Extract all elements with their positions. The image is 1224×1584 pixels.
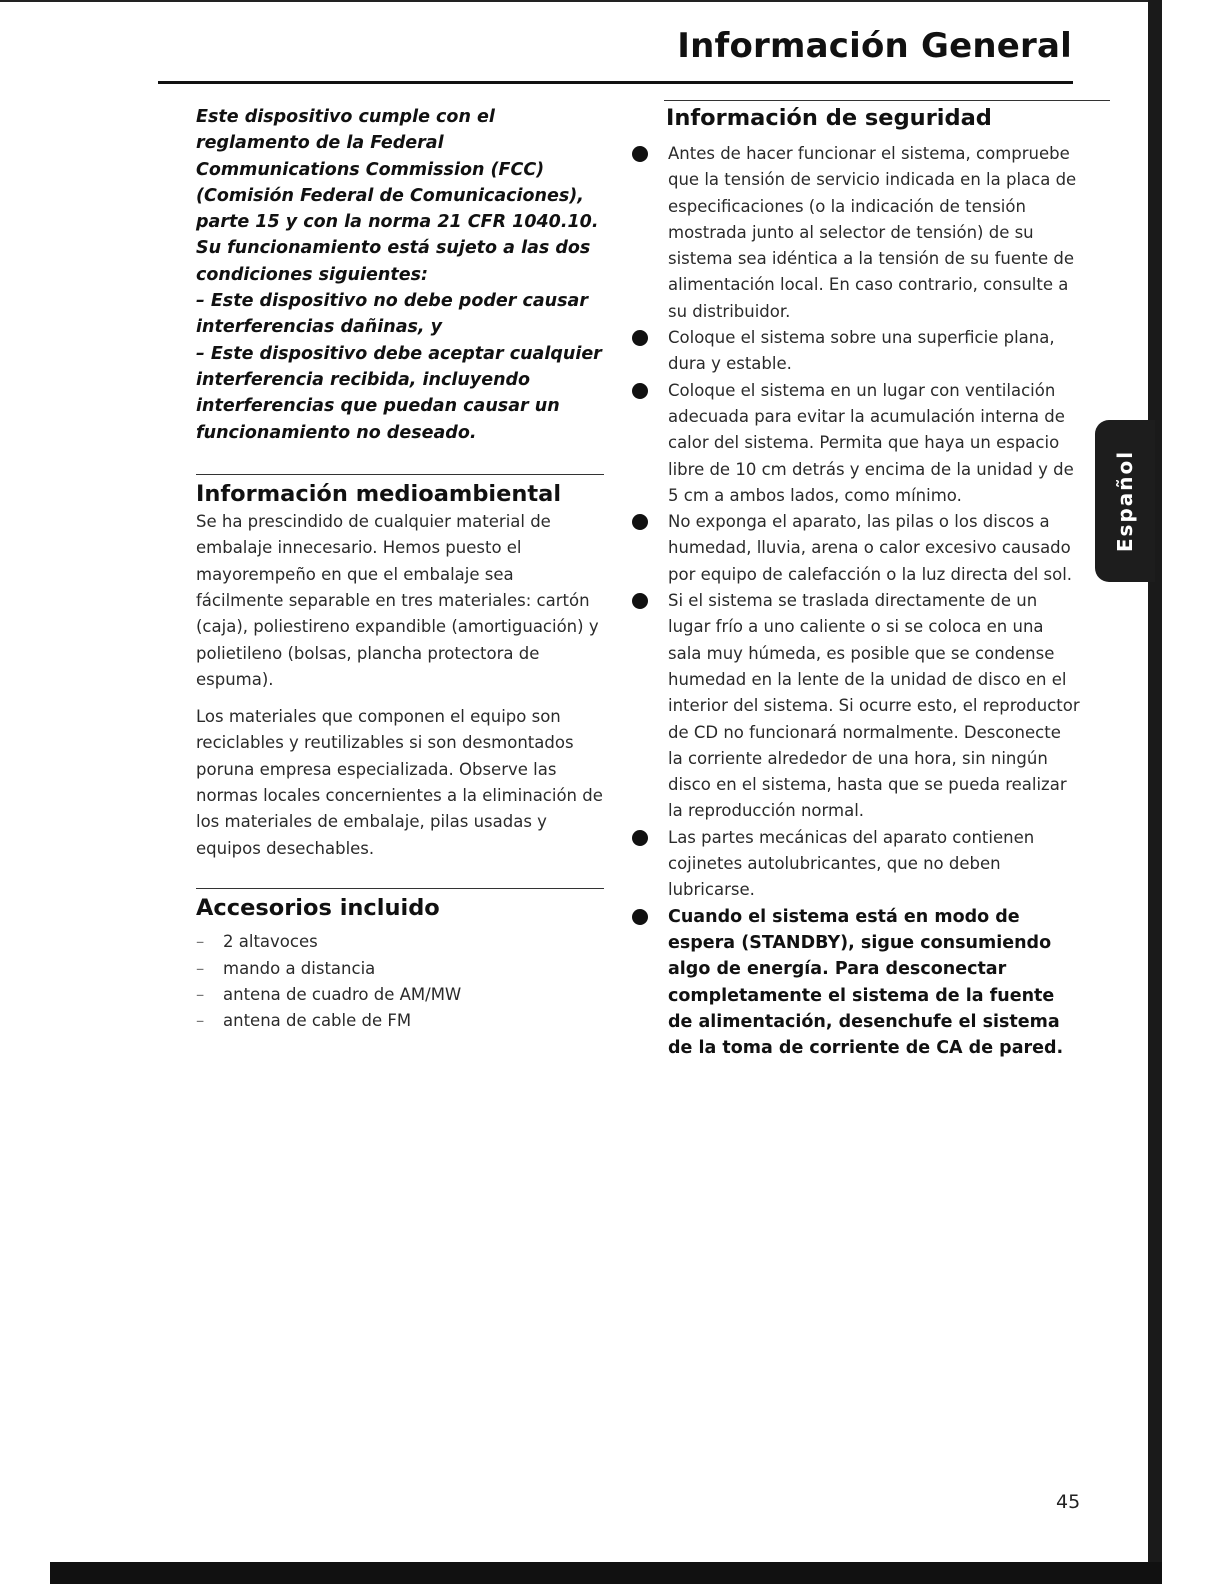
section-divider <box>664 100 1110 101</box>
fcc-condition-1: – Este dispositivo no debe poder causar interferencias dañinas, y <box>196 291 588 338</box>
language-tab <box>1095 420 1155 582</box>
environment-paragraph: Se ha prescindido de cualquier material de embalaje innecesario. Hemos puesto el mayorempeño en que el embalaje sea fácilmente separable en tres materiales: cartón (caja), poliestireno expandible (amortiguación) y polietileno (bolsas, plancha protectora de espuma). <box>196 511 599 690</box>
bullet-icon <box>632 514 648 530</box>
bottom-scan-edge <box>50 1562 1162 1584</box>
standby-warning: Cuando el sistema está en modo de espera (STANDBY), sigue consumiendo algo de energía. Para desconectar completamente el sistema de la fuente de alimentación, desenchufe el sistema de la toma de corriente de CA de pared. <box>628 904 1080 1062</box>
dash-marker: – <box>196 984 205 1004</box>
fcc-paragraph: Este dispositivo cumple con el reglamento de la Federal Communications Commission (FCC) (Comisión Federal de Comunicaciones), parte 15 y con la norma 21 CFR 1040.10. Su funcionamiento está sujeto a las dos condiciones siguientes: <box>196 107 599 285</box>
environment-paragraph: Los materiales que componen el equipo son reciclables y reutilizables si son desmontados poruna empresa especializada. Observe las normas locales concernientes a la eliminación de los materiales de embalaje, pilas usadas y equipos desechables. <box>196 706 603 858</box>
list-item: Coloque el sistema sobre una superficie plana, dura y estable. <box>628 325 1080 378</box>
environment-heading: Información medioambiental <box>196 480 562 507</box>
bullet-icon <box>632 593 648 609</box>
left-column <box>196 104 606 1035</box>
dash-marker: – <box>196 932 205 952</box>
page-number: 45 <box>1056 1491 1081 1513</box>
right-scan-edge <box>1148 0 1162 1584</box>
safety-heading: Información de seguridad <box>666 105 992 131</box>
list-item: – antena de cuadro de AM/MW <box>196 982 606 1008</box>
page-title: Información General <box>677 26 1072 66</box>
list-item: Si el sistema se traslada directamente de un lugar frío a uno caliente o si se coloca en una sala muy húmeda, es posible que se condense humedad en la lente de la unidad de disco en el interior del sistema. Si ocurre esto, el reproductor de CD no funcionará normalmente. Desconecte la corriente alrededor de una hora, sin ningún disco en el sistema, hasta que se pueda realizar la reproducción normal. <box>628 588 1080 825</box>
list-item: – mando a distancia <box>196 956 606 982</box>
list-item: Coloque el sistema en un lugar con ventilación adecuada para evitar la acumulación interna de calor del sistema. Permita que haya un espacio libre de 10 cm detrás y encima de la unidad y de 5 cm a ambos lados, como mínimo. <box>628 378 1080 509</box>
accessories-list <box>196 929 606 1035</box>
accessories-heading: Accesorios incluido <box>196 895 440 922</box>
list-item: – antena de cable de FM <box>196 1008 606 1034</box>
top-border <box>0 0 1150 2</box>
bullet-icon <box>632 330 648 346</box>
bullet-icon <box>632 383 648 399</box>
bullet-icon <box>632 830 648 846</box>
right-column <box>628 100 1080 1061</box>
language-tab-label: Español <box>1113 449 1137 553</box>
list-item: No exponga el aparato, las pilas o los discos a humedad, lluvia, arena o calor excesivo causado por equipo de calefacción o la luz directa del sol. <box>628 509 1080 588</box>
bullet-icon <box>632 146 648 162</box>
list-item: Las partes mecánicas del aparato contienen cojinetes autolubricantes, que no deben lubricarse. <box>628 825 1080 904</box>
section-divider <box>196 474 604 475</box>
section-divider <box>196 888 604 889</box>
list-item: – 2 altavoces <box>196 929 606 955</box>
dash-marker: – <box>196 958 205 978</box>
safety-list <box>628 141 1080 1061</box>
fcc-condition-2: – Este dispositivo debe aceptar cualquier interferencia recibida, incluyendo interferencias que puedan causar un funcionamiento no deseado. <box>196 343 602 443</box>
title-rule <box>158 81 1073 84</box>
list-item: Antes de hacer funcionar el sistema, compruebe que la tensión de servicio indicada en la placa de especificaciones (o la indicación de tensión mostrada junto al selector de tensión) de su sistema sea idéntica a la tensión de su fuente de alimentación local. En caso contrario, consulte a su distribuidor. <box>628 141 1080 325</box>
fcc-notice <box>196 104 606 446</box>
bullet-icon <box>632 909 648 925</box>
dash-marker: – <box>196 1011 205 1031</box>
